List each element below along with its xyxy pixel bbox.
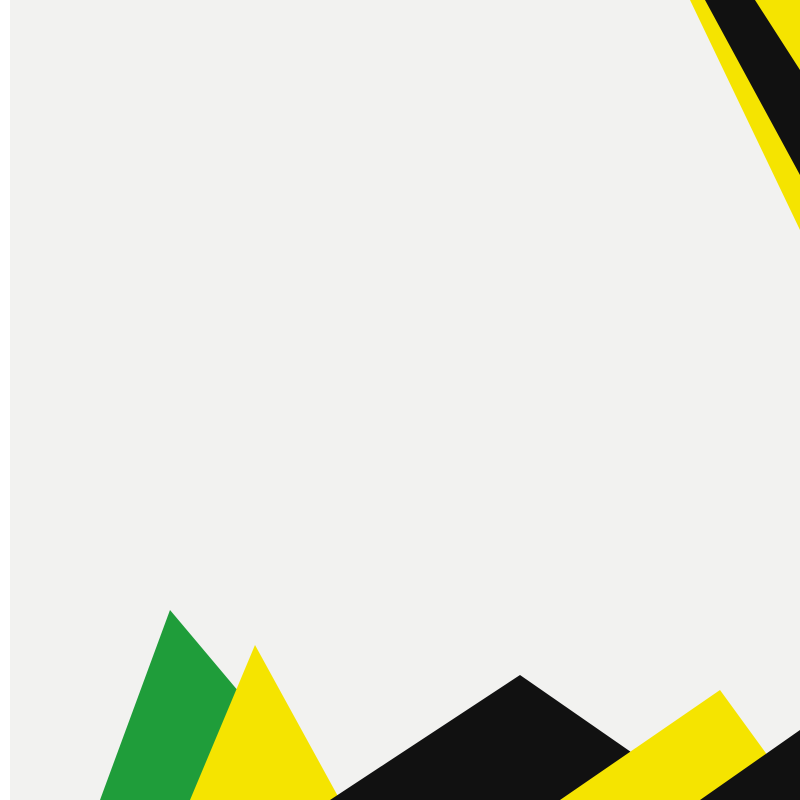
left-margin-strip	[0, 0, 10, 800]
top-right-corner-decoration	[500, 0, 800, 230]
bottom-corner-decoration	[0, 610, 800, 800]
